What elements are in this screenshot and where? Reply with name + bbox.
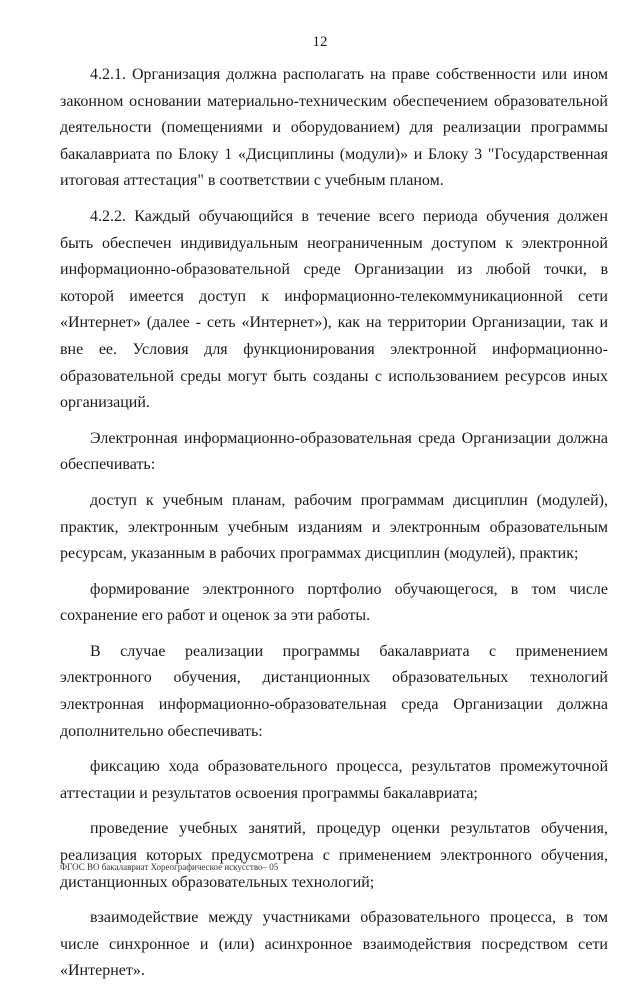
document-body [60,62,608,985]
paragraph-access-item: доступ к учебным планам, рабочим программам дисциплин (модулей), практик, электронным учебным изданиям и электронным образовательным ресурсам, указанным в рабочих программах дисциплин (модулей), практик; [60,491,608,563]
paragraph-portfolio-item: формирование электронного портфолио обучающегося, в том числе сохранение его работ и оценок за эти работы. [60,580,608,625]
page-number: 12 [312,34,328,50]
paragraph-interaction-item: взаимодействие между участниками образовательного процесса, в том числе синхронное и (или) асинхронное взаимодействия посредством сети «Интернет». [60,909,608,980]
paragraph-classes-item: проведение учебных занятий, процедур оценки результатов обучения, реализация которых предусмотрена с применением электронного обучения, дистанционных образовательных технологий; [60,820,608,891]
paragraph-4-2-2: 4.2.2. Каждый обучающийся в течение всего периода обучения должен быть обеспечен индивидуальным неограниченным доступом к электронной информационно-образовательной среде Организации из любой точки, в которой имеется доступ к информационно-телекоммуникационной сети «Интернет» (далее - сеть «Интернет»), как на территории Организации, так и вне ее. Условия для функционирования электронной информационно-образовательной среды могут быть созданы с использованием ресурсов иных организаций. [60,207,608,412]
paragraph-distance-learning: В случае реализации программы бакалавриата с применением электронного обучения, дистанционных образовательных технологий электронная информационно-образовательная среда Организации должна дополнительно обеспечивать: [60,642,608,740]
paragraph-4-2-1: 4.2.1. Организация должна располагать на праве собственности или ином законном основании материально-техническим обеспечением образовательной деятельности (помещениями и оборудованием) для реализации программы бакалавриата по Блоку 1 «Дисциплины (модули)» и Блоку 3 "Государственная итоговая аттестация" в соответствии с учебным планом. [60,66,608,190]
paragraph-recording-item: фиксацию хода образовательного процесса, результатов промежуточной аттестации и результатов освоения программы бакалавриата; [60,758,608,802]
footer-text: ФГОС ВО бакалавриат Хореографическое искусство– 05 [60,862,279,872]
paragraph-eios-intro: Электронная информационно-образовательная среда Организации должна обеспечивать: [60,429,608,474]
